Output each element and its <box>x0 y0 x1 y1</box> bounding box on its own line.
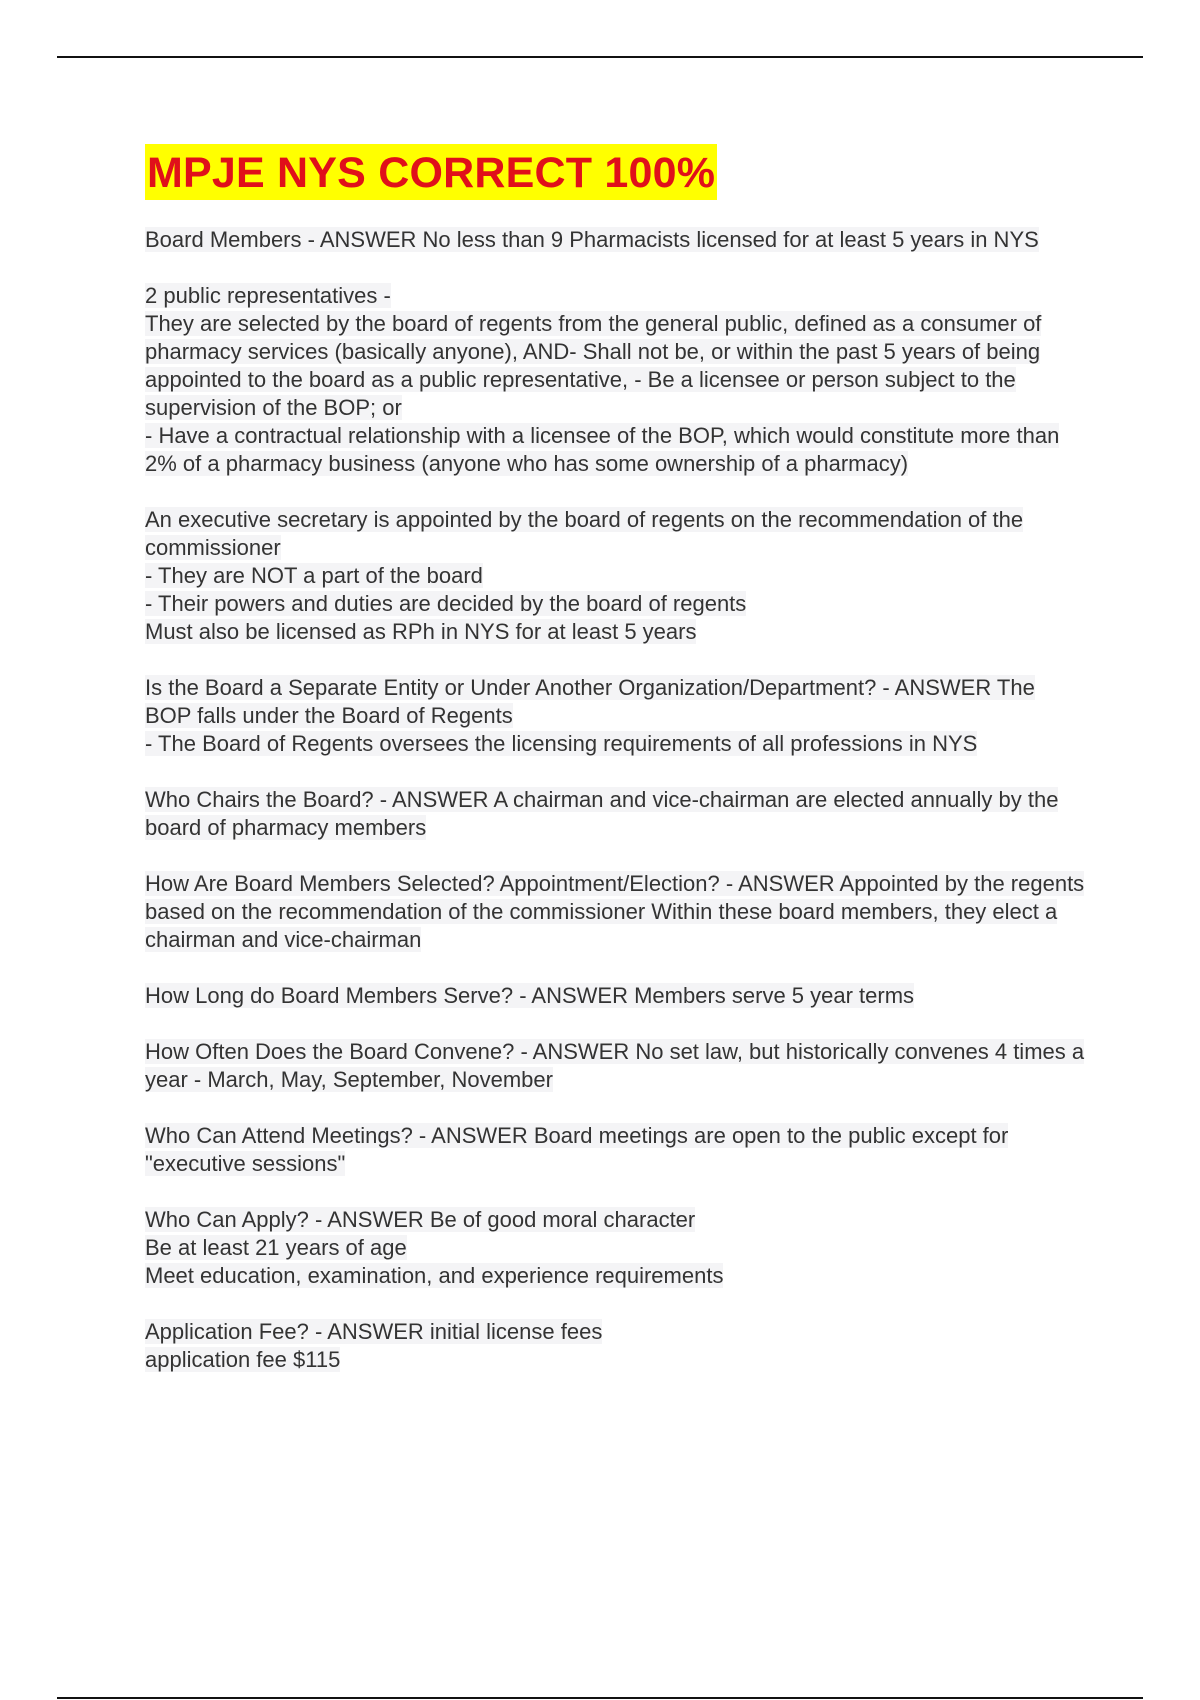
qa-text: How Long do Board Members Serve? - ANSWER Members serve 5 year terms <box>145 983 915 1008</box>
qa-text: Board Members - ANSWER No less than 9 Pharmacists licensed for at least 5 years in NYS <box>145 227 1039 252</box>
bottom-divider <box>57 1697 1143 1699</box>
qa-list <box>145 226 1085 1374</box>
qa-text: Must also be licensed as RPh in NYS for at least 5 years <box>145 619 697 644</box>
qa-entry-term-length <box>145 982 1085 1010</box>
qa-text: An executive secretary is appointed by the board of regents on the recommendation of the commissioner <box>145 507 1024 560</box>
qa-text: Who Can Apply? - ANSWER Be of good moral character <box>145 1207 696 1232</box>
qa-entry-who-chairs <box>145 786 1085 842</box>
qa-entry-who-can-apply <box>145 1206 1085 1290</box>
qa-entry-public-representatives <box>145 282 1085 478</box>
qa-text: 2 public representatives - <box>145 283 391 308</box>
qa-entry-convene <box>145 1038 1085 1094</box>
qa-text: - Have a contractual relationship with a licensee of the BOP, which would constitute more than 2% of a pharmacy business (anyone who has some ownership of a pharmacy) <box>145 423 1060 476</box>
qa-text: Who Chairs the Board? - ANSWER A chairman and vice-chairman are elected annually by the board of pharmacy members <box>145 787 1059 840</box>
qa-text: Application Fee? - ANSWER initial license fees <box>145 1319 603 1344</box>
qa-text: How Often Does the Board Convene? - ANSWER No set law, but historically convenes 4 times a year - March, May, September, November <box>145 1039 1085 1092</box>
qa-entry-board-members <box>145 226 1085 254</box>
qa-entry-application-fee <box>145 1318 1085 1374</box>
qa-text: - Their powers and duties are decided by the board of regents <box>145 591 747 616</box>
qa-entry-separate-entity <box>145 674 1085 758</box>
qa-text: How Are Board Members Selected? Appointment/Election? - ANSWER Appointed by the regents based on the recommendation of the commissioner Within these board members, they elect a chairman and vice-chairman <box>145 871 1085 952</box>
qa-text: - They are NOT a part of the board <box>145 563 483 588</box>
qa-entry-meetings <box>145 1122 1085 1178</box>
qa-text: They are selected by the board of regents from the general public, defined as a consumer of pharmacy services (basically anyone), AND- Shall not be, or within the past 5 years of being appointed to the board as a public representative, - Be a licensee or person subject to the supervision of the BOP; or <box>145 311 1042 420</box>
document-body <box>145 144 1085 1402</box>
qa-text: Meet education, examination, and experience requirements <box>145 1263 724 1288</box>
top-divider <box>57 56 1143 58</box>
qa-entry-selection <box>145 870 1085 954</box>
qa-text: application fee $115 <box>145 1347 341 1372</box>
document-title: MPJE NYS CORRECT 100% <box>145 144 717 200</box>
qa-text: - The Board of Regents oversees the licensing requirements of all professions in NYS <box>145 731 978 756</box>
qa-text: Be at least 21 years of age <box>145 1235 407 1260</box>
qa-entry-executive-secretary <box>145 506 1085 646</box>
qa-text: Who Can Attend Meetings? - ANSWER Board meetings are open to the public except for "executive sessions" <box>145 1123 1009 1176</box>
qa-text: Is the Board a Separate Entity or Under Another Organization/Department? - ANSWER The BOP falls under the Board of Regents <box>145 675 1035 728</box>
